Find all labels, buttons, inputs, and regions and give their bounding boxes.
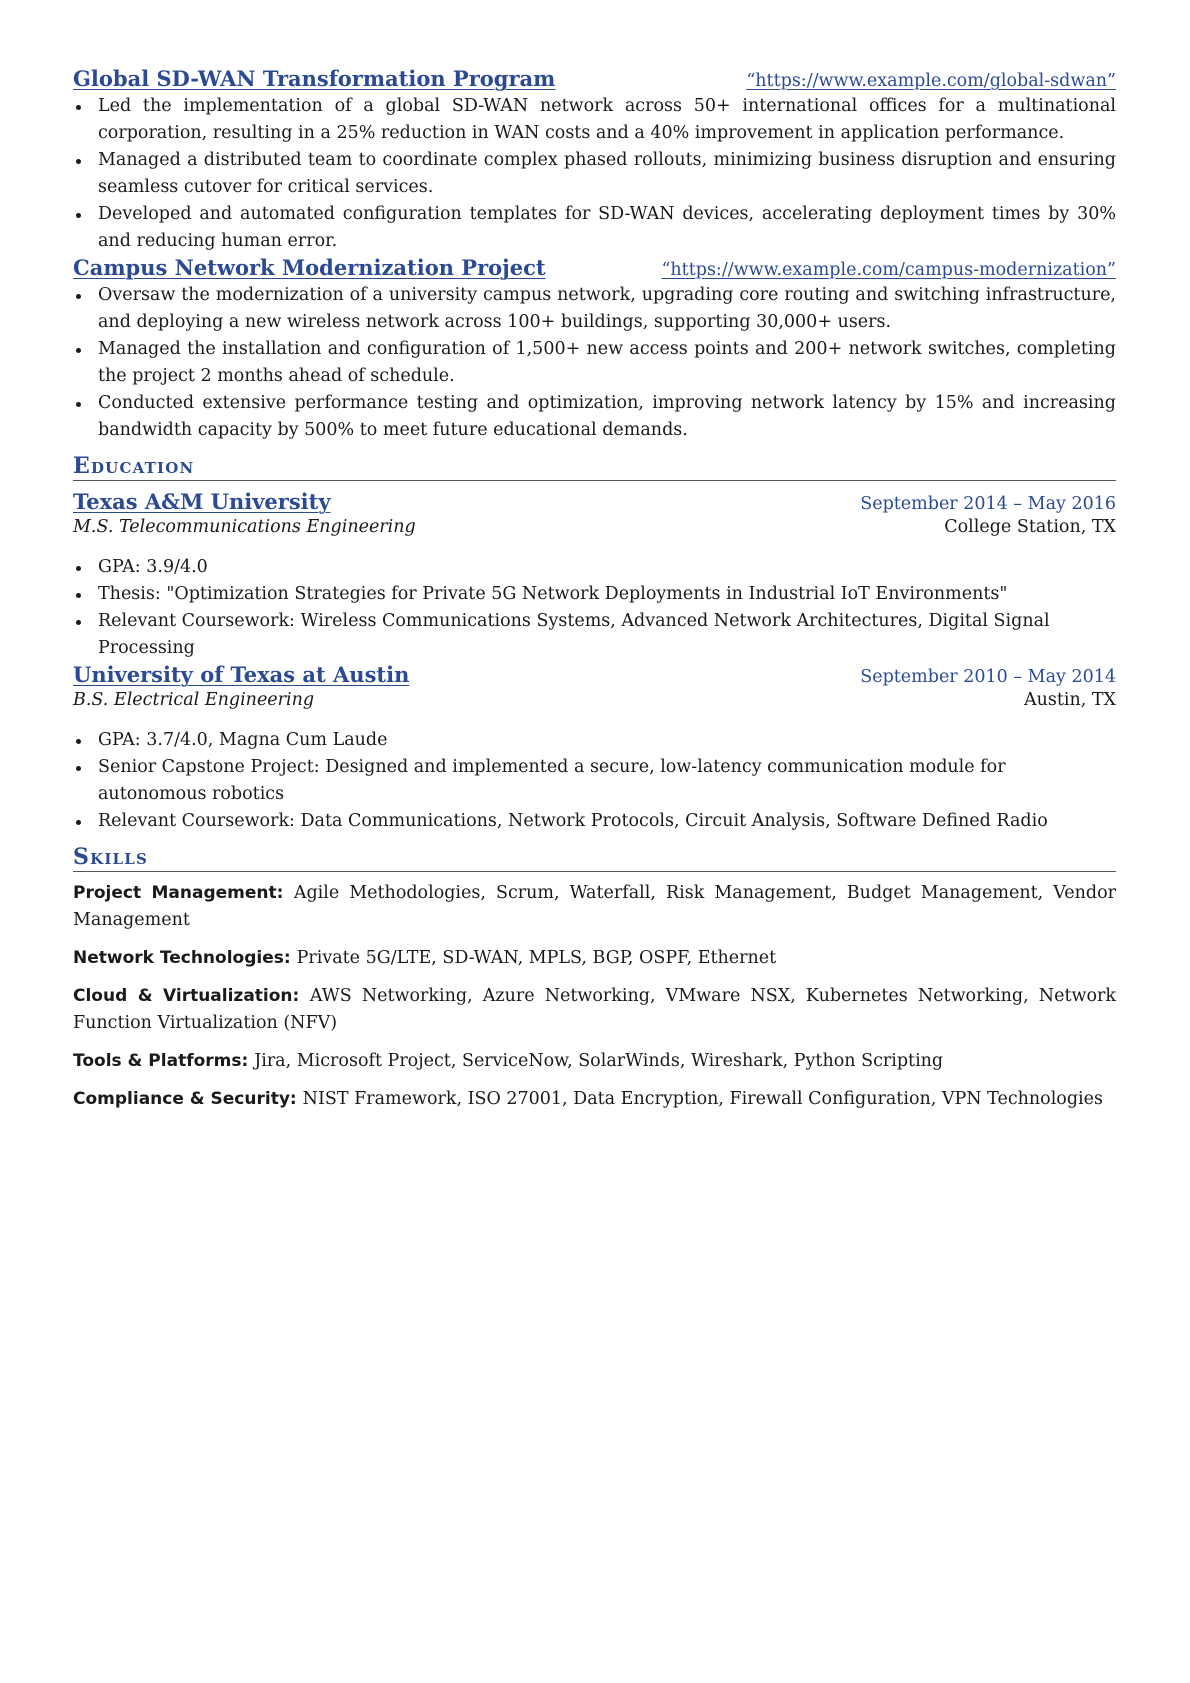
degree-title: M.S. Telecommunications Engineering [73, 517, 416, 537]
skill-row [73, 945, 1116, 972]
list-item: Relevant Coursework: Data Communications, Network Protocols, Circuit Analysis, Software Defined Radio [73, 808, 1116, 835]
education-location: Austin, TX [1023, 690, 1116, 710]
school-name-link[interactable]: Texas A&M University [73, 489, 331, 514]
list-item: Conducted extensive performance testing and optimization, improving network latency by 15% and increasing bandwidth capacity by 500% to meet future educational demands. [73, 390, 1116, 444]
list-item: Senior Capstone Project: Designed and implemented a secure, low-latency communication module for autonomous robotics [73, 754, 1116, 808]
skill-category-label: Compliance & Security: [73, 1089, 303, 1109]
education-subheader [73, 517, 1116, 545]
project-title-link[interactable]: Global SD-WAN Transformation Program [73, 66, 556, 91]
list-item: Developed and automated configuration templates for SD-WAN devices, accelerating deployment times by 30% and reducing human error. [73, 201, 1116, 255]
list-item: GPA: 3.7/4.0, Magna Cum Laude [73, 727, 1116, 754]
education-bullet-list [73, 554, 1116, 662]
project-header [73, 255, 1116, 282]
skill-row [73, 1048, 1116, 1075]
list-item: Oversaw the modernization of a university campus network, upgrading core routing and switching infrastructure, and deploying a new wireless network across 100+ buildings, supporting 30,000+ users. [73, 282, 1116, 336]
skill-category-label: Tools & Platforms: [73, 1051, 255, 1071]
project-url-link[interactable]: “https://www.example.com/campus-modernization” [661, 260, 1116, 280]
skill-values: Private 5G/LTE, SD-WAN, MPLS, BGP, OSPF, Ethernet [296, 948, 777, 968]
degree-title: B.S. Electrical Engineering [73, 690, 315, 710]
list-item: Managed a distributed team to coordinate complex phased rollouts, minimizing business disruption and ensuring seamless cutover for critical services. [73, 147, 1116, 201]
skill-category-label: Project Management: [73, 883, 294, 903]
project-title-link[interactable]: Campus Network Modernization Project [73, 255, 546, 280]
education-header [73, 662, 1116, 690]
skill-row [73, 983, 1116, 1037]
education-entry [73, 489, 1116, 662]
skill-values: Jira, Microsoft Project, ServiceNow, SolarWinds, Wireshark, Python Scripting [254, 1051, 944, 1071]
skill-values: AWS Networking, Azure Networking, VMware NSX, Kubernetes Networking, Network Function Virtualization (NFV) [73, 986, 1116, 1033]
skill-row [73, 880, 1116, 934]
list-item: Relevant Coursework: Wireless Communications Systems, Advanced Network Architectures, Digital Signal Processing [73, 608, 1116, 662]
list-item: Managed the installation and configuration of 1,500+ new access points and 200+ network switches, completing the project 2 months ahead of schedule. [73, 336, 1116, 390]
education-entry [73, 662, 1116, 835]
education-header [73, 489, 1116, 517]
list-item: GPA: 3.9/4.0 [73, 554, 1116, 581]
education-subheader [73, 690, 1116, 718]
education-dates: September 2014 – May 2016 [860, 494, 1116, 514]
project-bullet-list [73, 282, 1116, 444]
list-item: Thesis: "Optimization Strategies for Private 5G Network Deployments in Industrial IoT Environments" [73, 581, 1116, 608]
skill-values: NIST Framework, ISO 27001, Data Encryption, Firewall Configuration, VPN Technologies [302, 1089, 1103, 1109]
skill-row [73, 1086, 1116, 1113]
education-bullet-list [73, 727, 1116, 835]
project-url-link[interactable]: “https://www.example.com/global-sdwan” [746, 71, 1116, 91]
skill-category-label: Network Technologies: [73, 948, 297, 968]
skill-category-label: Cloud & Virtualization: [73, 986, 310, 1006]
skill-values: Agile Methodologies, Scrum, Waterfall, Risk Management, Budget Management, Vendor Management [73, 883, 1117, 930]
project-entry [73, 255, 1116, 444]
education-section-title: Education [73, 452, 1116, 481]
education-location: College Station, TX [944, 517, 1116, 537]
project-bullet-list [73, 93, 1116, 255]
list-item: Led the implementation of a global SD-WAN network across 50+ international offices for a multinational corporation, resulting in a 25% reduction in WAN costs and a 40% improvement in application performance. [73, 93, 1116, 147]
project-entry [73, 66, 1116, 255]
education-dates: September 2010 – May 2014 [860, 667, 1116, 687]
skills-section-title: Skills [73, 843, 1116, 872]
school-name-link[interactable]: University of Texas at Austin [73, 662, 410, 687]
project-header [73, 66, 1116, 93]
